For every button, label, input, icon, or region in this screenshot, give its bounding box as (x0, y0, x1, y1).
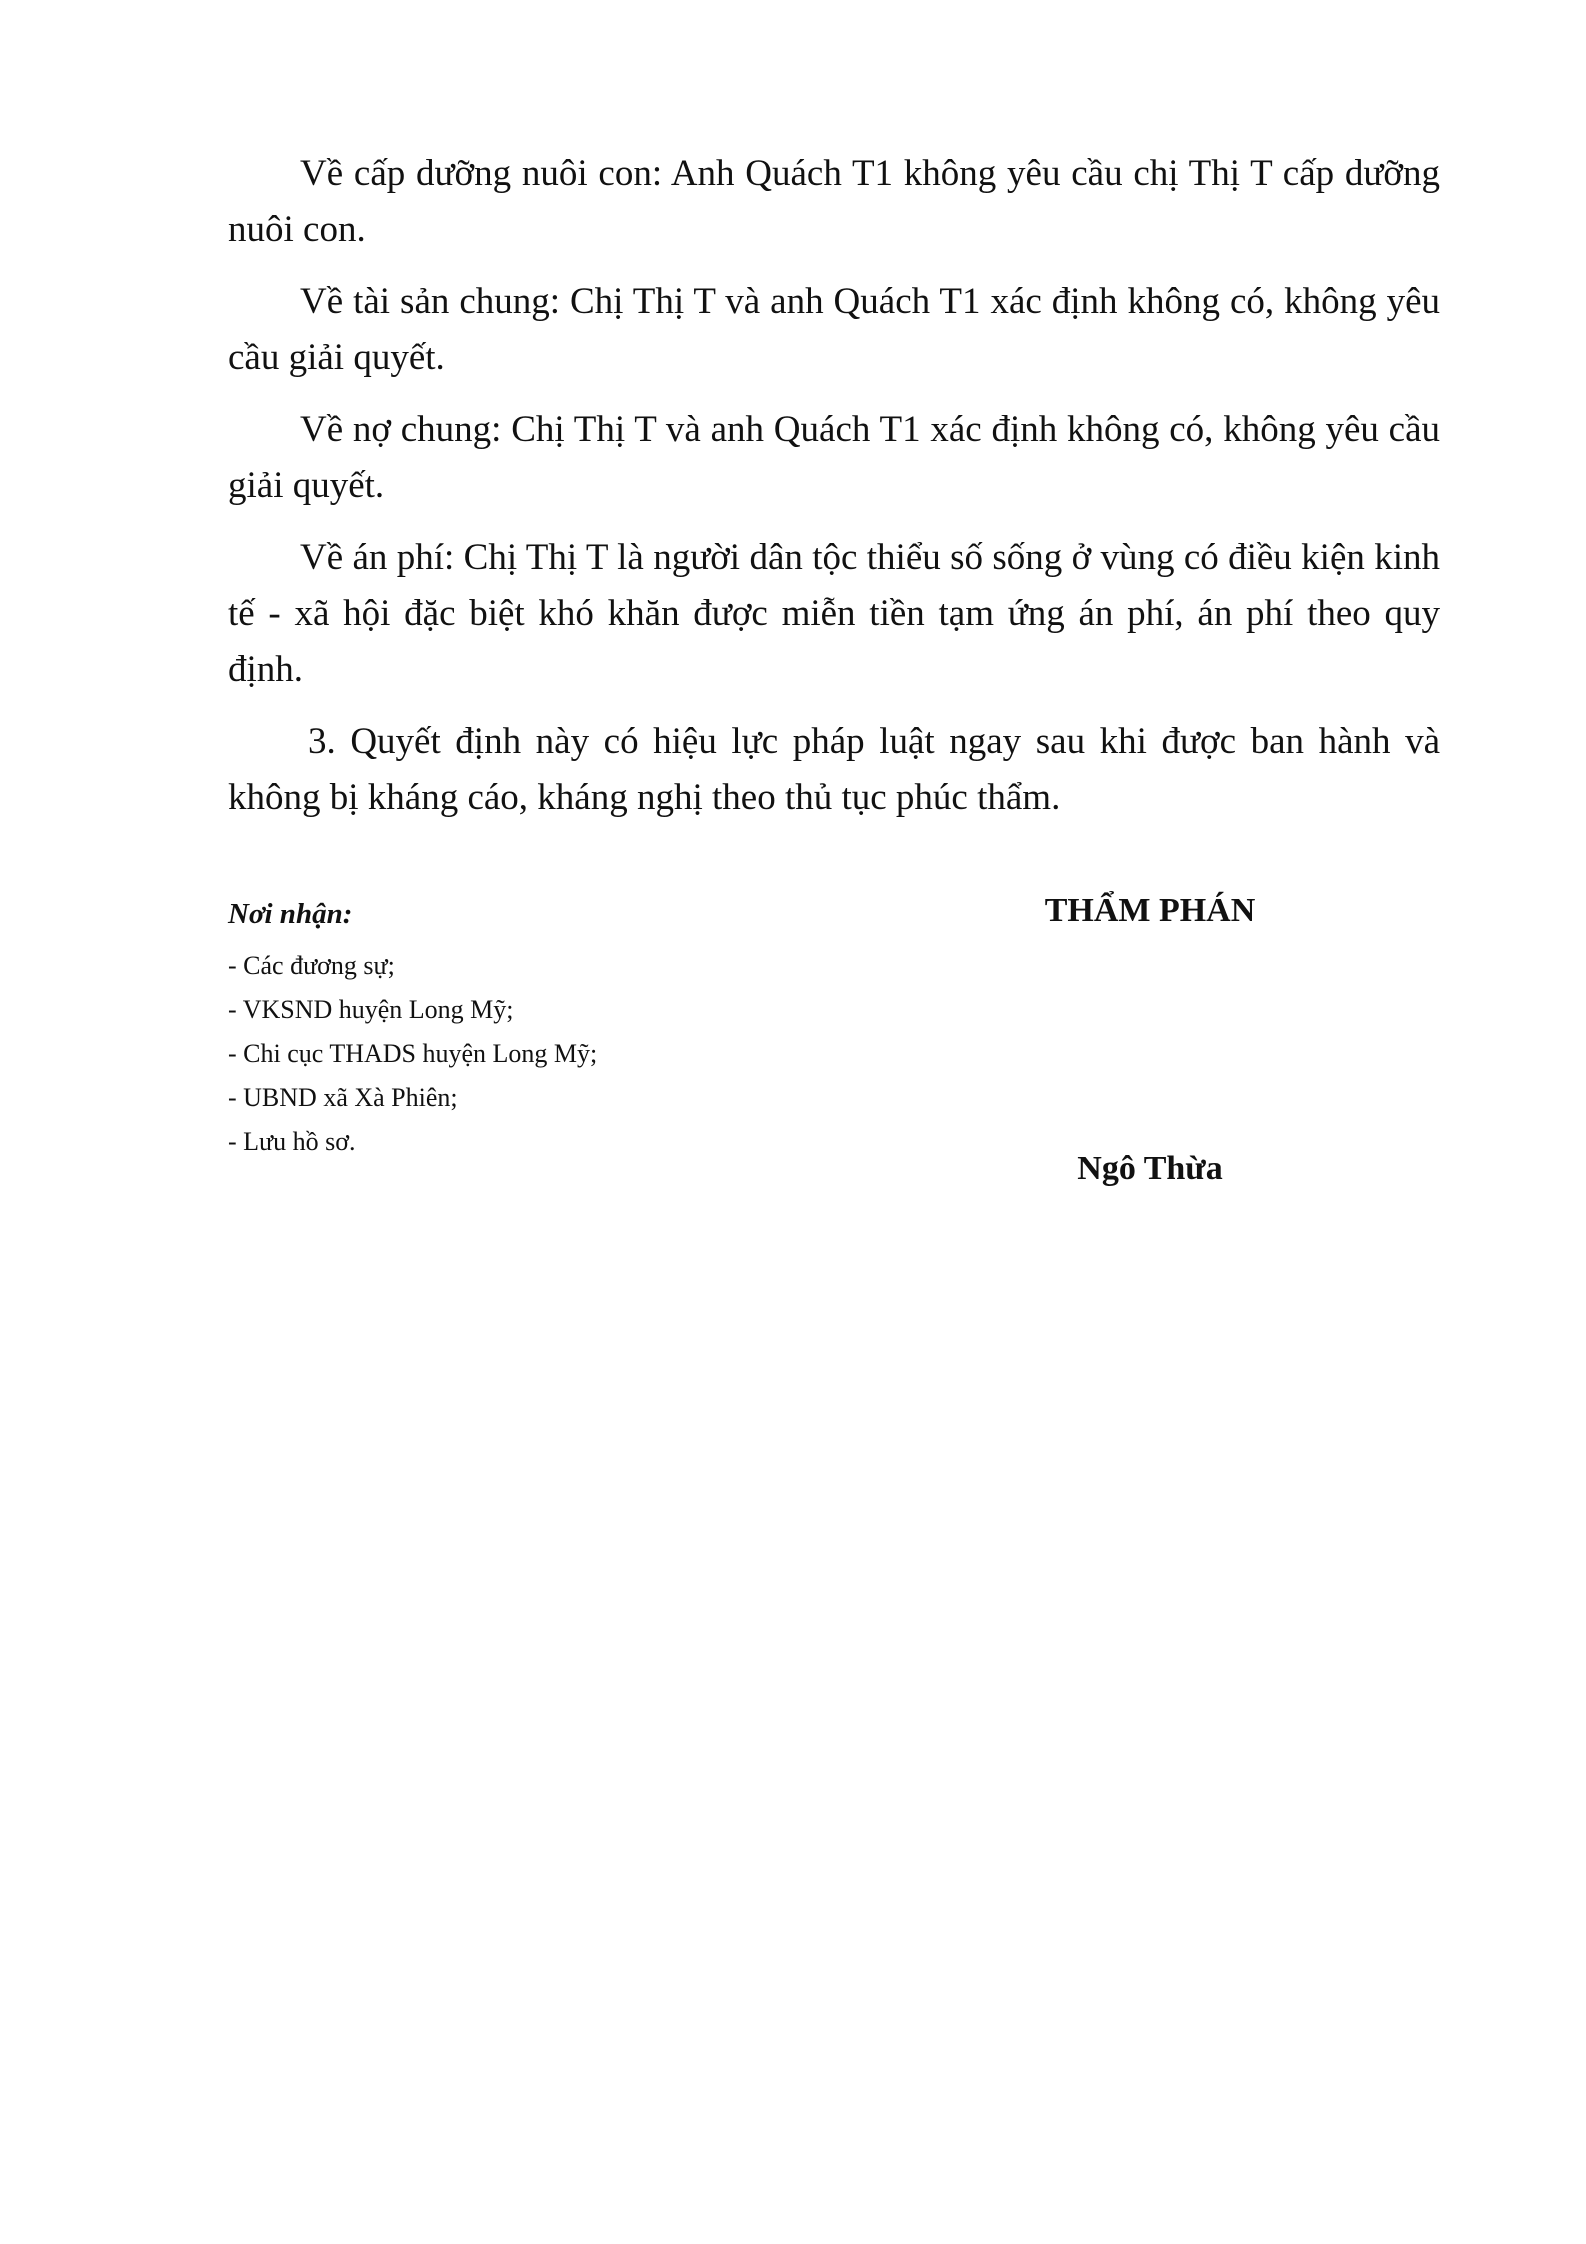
paragraph-common-debt: Về nợ chung: Chị Thị T và anh Quách T1 xác định không có, không yêu cầu giải quyết. (228, 409, 1440, 506)
paragraph-child-support: Về cấp dưỡng nuôi con: Anh Quách T1 không yêu cầu chị Thị T cấp dưỡng nuôi con. (228, 153, 1440, 250)
decision-body (228, 146, 1440, 842)
signature-name: Ngô Thừa (1077, 1150, 1223, 1187)
recipient-item: - Chi cục THADS huyện Long Mỹ; (228, 1039, 598, 1068)
signature-title: THẨM PHÁN (1044, 892, 1256, 929)
recipients-block (228, 894, 848, 1164)
recipient-item: - VKSND huyện Long Mỹ; (228, 995, 514, 1024)
recipient-item: - Các đương sự; (228, 951, 395, 980)
recipients-list (228, 944, 848, 1164)
recipient-item: - UBND xã Xà Phiên; (228, 1083, 458, 1112)
paragraph-effect: 3. Quyết định này có hiệu lực pháp luật ngay sau khi được ban hành và không bị kháng cáo, kháng nghị theo thủ tục phúc thẩm. (228, 721, 1440, 818)
paragraph-court-fee: Về án phí: Chị Thị T là người dân tộc thiểu số sống ở vùng có điều kiện kinh tế - xã hội đặc biệt khó khăn được miễn tiền tạm ứng án phí, án phí theo quy định. (228, 537, 1440, 690)
recipients-title: Nơi nhận: (228, 898, 353, 930)
signature-block (960, 888, 1340, 1187)
recipient-item: - Lưu hồ sơ. (228, 1127, 356, 1156)
paragraph-common-property: Về tài sản chung: Chị Thị T và anh Quách T1 xác định không có, không yêu cầu giải quyết. (228, 281, 1440, 378)
